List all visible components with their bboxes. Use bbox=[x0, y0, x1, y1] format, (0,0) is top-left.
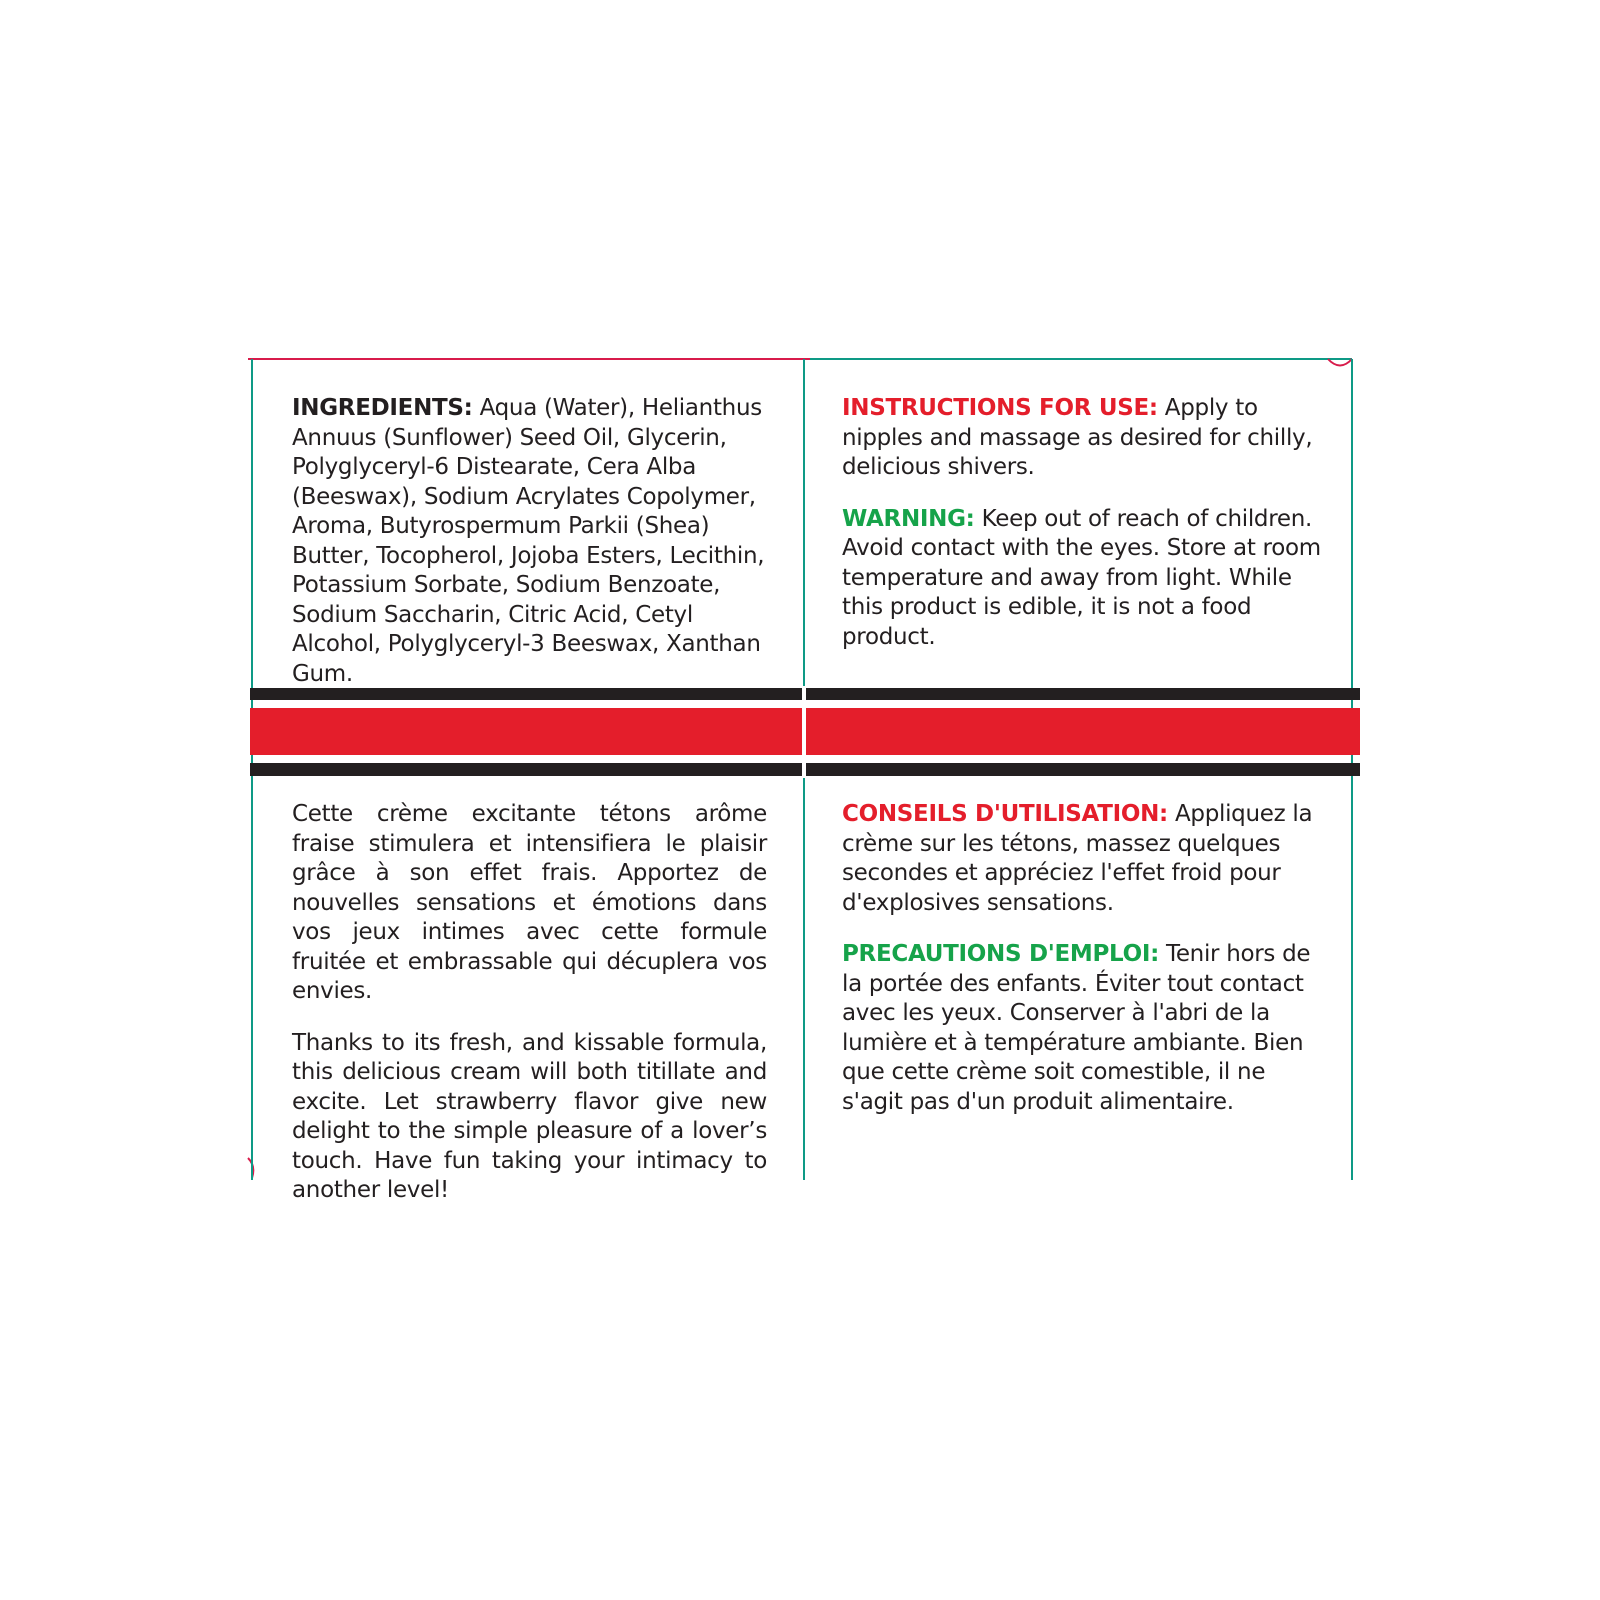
ingredients-paragraph bbox=[292, 394, 767, 689]
precautions-text: Tenir hors de la portée des enfants. Éviter tout contact avec les yeux. Conserver à l'abri de la lumière et à température ambiante. Bien que cette crème soit comestible, il ne s'agit pas d'un produit alimentaire. bbox=[842, 941, 1311, 1115]
band-fold-gap-center bbox=[802, 686, 806, 778]
instructions-text: Apply to nipples and massage as desired for chilly, delicious shivers. bbox=[842, 395, 1313, 480]
band-fold-gap-left bbox=[247, 686, 250, 778]
description-panel bbox=[292, 800, 767, 1228]
description-en: Thanks to its fresh, and kissable formula, this delicious cream will both titillate and excite. Let strawberry flavor give new delight to the simple pleasure of a lover’s touch. Have fun taking your intimacy to another level! bbox=[292, 1029, 767, 1203]
ingredients-text: Aqua (Water), Helianthus Annuus (Sunflower) Seed Oil, Glycerin, Polyglyceryl-6 Distearate, Cera Alba (Beeswax), Sodium Acrylates Copolymer, Aroma, Butyrospermum Parkii (Shea) Butter, Tocopherol, Jojoba Esters, Lecithin, Potassium Sorbate, Sodium Benzoate, Sodium Saccharin, Citric Acid, Cetyl Alcohol, Polyglyceryl-3 Beeswax, Xanthan Gum. bbox=[292, 395, 765, 687]
description-fr: Cette crème excitante tétons arôme fraise stimulera et intensifiera le plaisir grâce à son effet frais. Apportez de nouvelles sensations et émotions dans vos jeux intimes avec cette formule fruitée et embrassable qui décuplera vos envies. bbox=[292, 801, 767, 1004]
instructions-panel bbox=[842, 394, 1322, 674]
conseils-heading: CONSEILS D'UTILISATION: bbox=[842, 801, 1168, 827]
precautions-paragraph bbox=[842, 940, 1322, 1117]
precautions-heading: PRECAUTIONS D'EMPLOI: bbox=[842, 941, 1159, 967]
warning-heading: WARNING: bbox=[842, 505, 975, 532]
conseils-paragraph bbox=[842, 800, 1322, 918]
ingredients-heading: INGREDIENTS: bbox=[292, 395, 473, 421]
ingredients-panel bbox=[292, 394, 767, 711]
instructions-heading: INSTRUCTIONS FOR USE: bbox=[842, 395, 1158, 421]
warning-paragraph bbox=[842, 505, 1322, 653]
instructions-paragraph bbox=[842, 394, 1322, 483]
conseils-text: Appliquez la crème sur les tétons, massez quelques secondes et appréciez l'effet froid pour d'explosives sensations. bbox=[842, 801, 1313, 916]
conseils-panel bbox=[842, 800, 1322, 1139]
warning-text: Keep out of reach of children. Avoid contact with the eyes. Store at room temperature and away from light. While this product is edible, it is not a food product. bbox=[842, 505, 1321, 650]
